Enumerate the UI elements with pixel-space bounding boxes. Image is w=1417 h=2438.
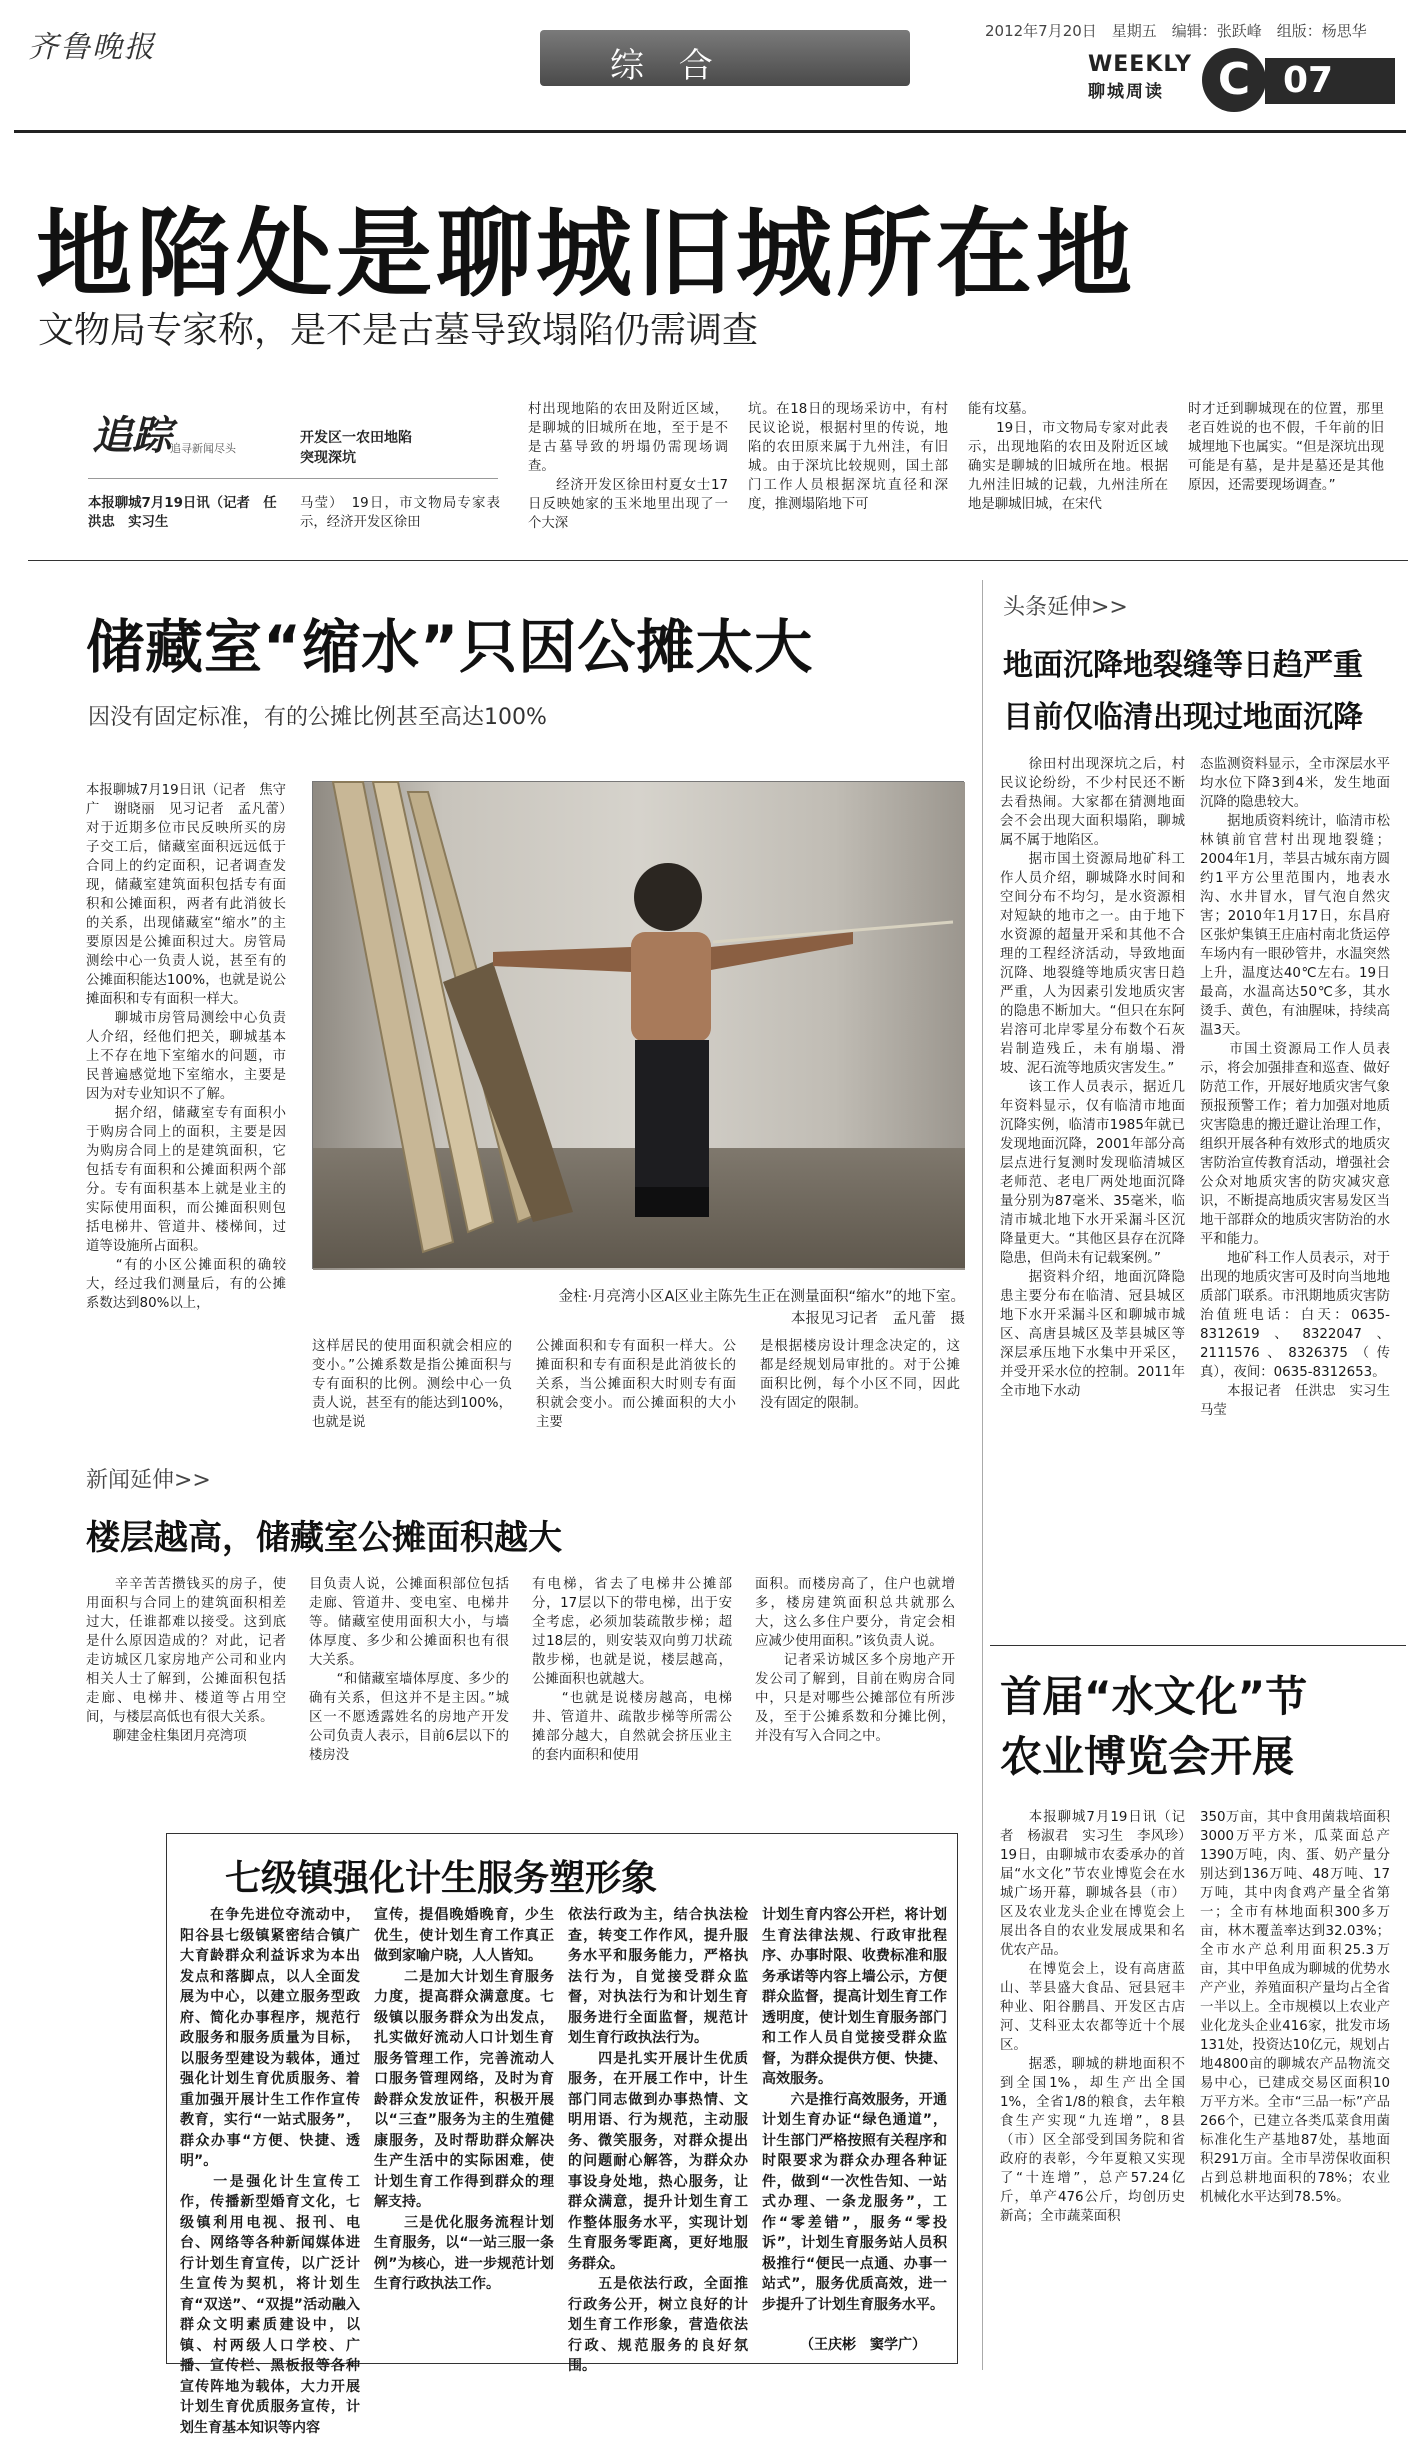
- article1-tag-head: [300, 428, 412, 468]
- photo-caption-text: 金柱·月亮湾小区A区业主陈先生正在测量面积“缩水”的地下室。: [558, 1289, 965, 1305]
- article1-col3: 坑。在18日的现场采访中，有村民议论说，根据村里的传说，地陷的农田原来属于九州洼，有旧城。由于深坑比较规则，国土部门工作人员根据深坑直径和深度，推测塌陷地下可: [748, 402, 948, 512]
- storage-room-photo: [312, 781, 964, 1269]
- article6-headline: 七级镇强化计生服务塑形象: [225, 1857, 658, 1899]
- article5-headline: [1000, 1667, 1307, 1787]
- article3-headline: 楼层越高，储藏室公摊面积越大: [86, 1518, 562, 1558]
- article4-section-tag: 头条延伸>>: [1003, 595, 1128, 620]
- tag-head-line2: 突现深坑: [300, 450, 356, 466]
- article5-headline-1: 首届“水文化”节: [1000, 1672, 1308, 1721]
- article3-col4: 面积。而楼房高了，住户也就增多，楼房建筑面积总共就那么大，这么多住户要分，肯定会相应减少使用面积。”该负责人说。 记者采访城区多个房地产开发公司了解到，目前在购房合同中，只是对哪些公摊部位有所涉及，至于公摊系数和分摊比例，并没有写入合同之中。: [755, 1577, 955, 1744]
- article2-subheadline: 因没有固定标准，有的公摊比例甚至高达100%: [88, 705, 547, 730]
- article2-col2: 这样居民的使用面积就会相应的变小。”公摊系数是指公摊面积与专有面积的比例。测绘中心一负责人说，甚至有的能达到100%，也就是说: [312, 1339, 512, 1430]
- tag-small-text: 追寻新闻尽头: [170, 442, 236, 455]
- article4-bottom-rule: [990, 1645, 1406, 1646]
- article4-headline-1: 地面沉降地裂缝等日趋严重: [1003, 648, 1363, 683]
- article2-col3: 公摊面积和专有面积一样大。公摊面积和专有面积是此消彼长的关系，当公摊面积大时则专有面积就会变小。而公摊面积的大小主要: [536, 1339, 736, 1430]
- article2-headline: 储藏室“缩水”只因公摊太大: [86, 613, 814, 681]
- article6-col1: 在争先进位夺流动中，阳谷县七级镇紧密结合镇广大育龄群众利益诉求为本出发点和落脚点，以人全面发展为中心，以建立服务型政府、简化办事程序，规范行政服务和服务质量为目标，以服务型建设为载体，通过强化计划生育优质服务、着重加强开展计生工作作宣传教育，实行“一站式服务”，群众办事“方便、快捷、透明”。 一是强化计生宣传工作，传播新型婚育文化，七级镇利用电视、报刊、电台、网络等各种新闻媒体进行计划生育宣传，以广泛计生宣传为契机，将计划生育“双送”、“双提”活动融入群众文明素质建设中，以镇、村两级人口学校、广播、宣传栏、黑板报等各种宣传阵地为载体，大力开展计划生育优质服务宣传，计划生育基本知识等内容: [180, 1907, 360, 2436]
- photo-caption: [445, 1286, 965, 1330]
- article1-col1: 马莹） 19日，市文物局专家表示，经济开发区徐田: [300, 496, 500, 530]
- article3-col3: 有电梯，省去了电梯井公摊部分，17层以下的带电梯，出于安全考虑，必须加装疏散步梯；超过18层的，则安装双向剪刀状疏散步梯，也就是说，楼层越高，公摊面积也就越大。 “也就是说楼房越高，电梯井、管道井、疏散步梯等所需公摊部分越大，自然就会挤压业主的套内面积和使用: [532, 1577, 732, 1763]
- right-column-divider: [982, 580, 983, 2370]
- article4-col2: 态监测资料显示，全市深层水平均水位下降3到4米，发生地面沉降的隐患较大。 据地质资料统计，临清市松林镇前官营村出现地裂缝；2004年1月，莘县古城东南方圆约1平方公里范围内，地表水沟、水井冒水，冒气泡自然灾害；2010年1月17日，东昌府区张炉集镇王庄庙村南北货运停车场内有一眼砂管井，水温突然上升，温度达40℃左右。19日最高，水温高达50℃多，其水烫手、黄色，有油腥味，持续高温3天。 市国土资源局工作人员表示，将会加强排查和巡查、做好防范工作，开展好地质灾害气象预报预警工作；着力加强对地质灾害隐患的搬迁避让治理工作，组织开展各种有效形式的地质灾害防治宣传教育活动，增强社会公众对地质灾害的防灾减灾意识，不断提高地质灾害易发区当地干部群众的地质灾害防治的水平和能力。 地矿科工作人员表示，对于出现的地质灾害可及时向当地地质部门联系。市汛期地质灾害防治值班电话：白天：0635-8312619、8322047、2111576、8326375（传真），夜间：0635-8312653。 本报记者 任洪忠 实习生 马莹: [1200, 757, 1390, 1418]
- tag-big-text: 追踪: [92, 412, 172, 459]
- article2-col4: 是根据楼房设计理念决定的，这都是经规划局审批的。对于公摊面积比例，每个小区不同，因此没有固定的限制。: [760, 1339, 960, 1411]
- article1-col4: 能有坟墓。 19日，市文物局专家对此表示，出现地陷的农田及附近区域确实是聊城的旧城所在地。根据九州洼旧城的记载，九州洼所在地是聊城旧城，在宋代: [968, 402, 1168, 512]
- section-letter-badge: C: [1202, 48, 1266, 112]
- section-label: 综 合: [610, 46, 725, 86]
- article6-col2: 宣传，提倡晚婚晚育，少生优生，使计划生育工作真正做到家喻户晓，人人皆知。 二是加大计划生育服务力度，提高群众满意度。七级镇以服务群众为出发点，扎实做好流动人口计划生育服务管理工作，完善流动人口服务管理网络，及时为育龄群众发放证件，积极开展以“三查”服务为主的生殖健康服务，及时帮助群众解决生产生活中的实际困难，使计划生育工作得到群众的理解支持。 三是优化服务流程计划生育服务，以“一站三服一条例”为核心，进一步规范计划生育行政执法工作。: [374, 1907, 554, 2292]
- article1-dateline: 本报聊城7月19日讯（记者 任洪忠 实习生: [88, 496, 277, 530]
- article1-tag-rule: [88, 478, 498, 479]
- weekly-en: WEEKLY: [1088, 52, 1192, 77]
- article5-col2: 350万亩，其中食用菌栽培面积3000万平方米，瓜菜面总产1390万吨，肉、蛋、奶产量分别达到136万吨、48万吨、17万吨，其中肉食鸡产量全省第一；全市有林地面积300多万亩，林木覆盖率达到32.03%；全市水产总利用面积25.3万亩，其中甲鱼成为聊城的优势水产产业，养殖面积产量均占全省一半以上。全市规模以上农业产业化龙头企业416家，批发市场131处，投资达10亿元，规划占地4800亩的聊城农产品物流交易中心，已建成交易区面积10万平方米。全市“三品一标”产品266个，已建立各类瓜菜食用菌标准化生产基地87处，基地面积291万亩。全市旱涝保收面积占到总耕地面积的78%；农业机械化水平达到78.5%。: [1200, 1810, 1390, 2205]
- photo-credit: 本报见习记者 孟凡蕾 摄: [791, 1311, 965, 1327]
- weekly-brand: [1088, 52, 1200, 102]
- article3-col1: 辛辛苦苦攒钱买的房子，使用面积与合同上的建筑面积相差过大，任谁都难以接受。这到底是什么原因造成的？对此，记者走访城区几家房地产公司和业内相关人士了解到，公摊面积包括走廊、电梯井、楼道等占用空间，与楼层高低也有很大关系。 聊建金柱集团月亮湾项: [86, 1577, 286, 1744]
- newspaper-logo: 齐鲁晚报: [28, 30, 156, 65]
- zhuizong-tag: [92, 404, 292, 474]
- article1-bottom-rule: [28, 560, 1408, 561]
- tag-head-line1: 开发区一农田地陷: [300, 430, 412, 446]
- article2-col1: 本报聊城7月19日讯（记者 焦守广 谢晓丽 见习记者 孟凡蕾） 对于近期多位市民反映所买的房子交工后，储藏室面积远远低于合同上的约定面积，记者调查发现，储藏室建筑面积包括专有面积和公摊面积，两者有此消彼长的关系，出现储藏室“缩水”的主要原因是公摊面积过大。房管局测绘中心一负责人说，甚至有的公摊面积能达100%，也就是说公摊面积和专有面积一样大。 聊城市房管局测绘中心负责人介绍，经他们把关，聊城基本上不存在地下室缩水的问题，市民普遍感觉地下室缩水，主要是因为对专业知识不了解。 据介绍，储藏室专有面积小于购房合同上的面积，主要是因为购房合同上的是建筑面积，它包括专有面积和公摊面积两个部分。专有面积基本上就是业主的实际使用面积，而公摊面积则包括电梯井、管道井、楼梯间，过道等设施所占面积。 “有的小区公摊面积的确较大，经过我们测量后，有的公摊系数达到80%以上，: [86, 783, 286, 1311]
- header-rule: [14, 130, 1406, 133]
- section-bar: [540, 30, 910, 86]
- article1-subheadline: 文物局专家称，是不是古墓导致塌陷仍需调查: [38, 310, 759, 351]
- article3-section-tag: 新闻延伸>>: [86, 1468, 211, 1493]
- weekly-cn: 聊城周读: [1088, 82, 1164, 102]
- article1-col2: 村出现地陷的农田及附近区域，是聊城的旧城所在地，至于是不是古墓导致的坍塌仍需现场调查。 经济开发区徐田村夏女士17日反映她家的玉米地里出现了一个大深: [528, 402, 728, 531]
- article4-headline-2: 目前仅临清出现过地面沉降: [1003, 700, 1363, 735]
- article1-headline: 地陷处是聊城旧城所在地: [36, 198, 1136, 310]
- article6-signature: （王庆彬 窦学广）: [800, 2337, 926, 2353]
- article3-col2: 目负责人说，公摊面积部位包括走廊、管道井、变电室、电梯井等。储藏室使用面积大小，与墙体厚度、多少和公摊面积也有很大关系。 “和储藏室墙体厚度、多少的确有关系，但这并不是主因。”城区一不愿透露姓名的房地产开发公司负责人表示，目前6层以下的楼房没: [309, 1577, 509, 1763]
- article4-col1: 徐田村出现深坑之后，村民议论纷纷，不少村民还不断去看热闹。大家都在猜测地面会不会出现大面积塌陷，聊城属不属于地陷区。 据市国土资源局地矿科工作人员介绍，聊城降水时间和空间分布不均匀，是水资源相对短缺的地市之一。由于地下水资源的超量开采和其他不合理的工程经济活动，导致地面沉降、地裂缝等地质灾害日趋严重，人为因素引发地质灾害的隐患不断加大。“但只在东阿岩溶可北岸零星分布数个石灰岩制造残丘，未有崩塌、滑坡、泥石流等地质灾害发生。” 该工作人员表示，据近几年资料显示，仅有临清市地面沉降实例，临清市1985年就已发现地面沉降，2001年部分高层点进行复测时发现临清城区老师范、老电厂两处地面沉降量分别为87毫米、35毫米，临清市城北地下水开采漏斗区沉降量更大。“其他区县存在沉降隐患，但尚未有记载案例。” 据资料介绍，地面沉降隐患主要分布在临清、冠县城区地下水开采漏斗区和聊城市城区、高唐县城区及莘县城区等深层承压地下水集中开采区，并受开采水位的控制。2011年全市地下水动: [1000, 757, 1185, 1399]
- article5-headline-2: 农业博览会开展: [1000, 1732, 1295, 1781]
- date-editor-line: 2012年7月20日 星期五 编辑：张跃峰 组版：杨思华: [985, 22, 1367, 40]
- photo-scene-svg: [313, 782, 965, 1270]
- page-number: 07: [1265, 58, 1395, 104]
- article5-col1: 本报聊城7月19日讯（记者 杨淑君 实习生 李风珍） 19日，由聊城市农委承办的首届“水文化”节农业博览会在水城广场开幕，聊城各县（市）区及农业龙头企业在博览会上展出各自的农业发展成果和名优农产品。 在博览会上，设有高唐蓝山、莘县盛大食品、冠县冠丰种业、阳谷鹏昌、开发区古店河、艾科亚太农都等近十个展区。 据悉，聊城的耕地面积不到全国1%，却生产出全国1%，全省1/8的粮食，去年粮食生产实现“九连增”，8县（市）区全部受到国务院和省政府的表彰，今年夏粮又实现了“十连增”，总产57.24亿斤，单产476公斤，均创历史新高；全市蔬菜面积: [1000, 1810, 1185, 2224]
- article1-col5: 时才迁到聊城现在的位置，那里老百姓说的也不假，千年前的旧城埋地下也属实。“但是深坑出现可能是有墓，是井是墓还是其他原因，还需要现场调查。”: [1188, 402, 1384, 493]
- article6-col3: 依法行政为主，结合执法检查，转变工作作风，提升服务水平和服务能力，严格执法行为，自觉接受群众监督，对执法行为和计划生育服务进行全面监督，规范计划生育行政执法行为。 四是扎实开展计生优质服务，在开展工作中，计生部门同志做到办事热情、文明用语、行为规范，主动服务、微笑服务，对群众提出的问题耐心解答，为群众办事设身处地，热心服务，让群众满意，提升计划生育工作整体服务水平，实现计划生育服务零距离，更好地服务群众。 五是依法行政，全面推行政务公开，树立良好的计划生育工作形象，营造依法行政、规范服务的良好氛围。: [568, 1907, 748, 2374]
- article6-col4: 计划生育内容公开栏，将计划生育法律法规、行政审批程序、办事时限、收费标准和服务承诺等内容上墙公示，方便群众监督，提高计划生育工作透明度，使计划生育服务部门和工作人员自觉接受群众监督，为群众提供方便、快捷、高效服务。 六是推行高效服务，开通计划生育办证“绿色通道”，计生部门严格按照有关程序和时限要求为群众办理各种证件，做到“一次性告知、一站式办理、一条龙服务”，工作“零差错”，服务“零投诉”，计划生育服务站人员积极推行“便民一点通、办事一站式”，服务优质高效，进一步提升了计划生育服务水平。: [762, 1907, 947, 2313]
